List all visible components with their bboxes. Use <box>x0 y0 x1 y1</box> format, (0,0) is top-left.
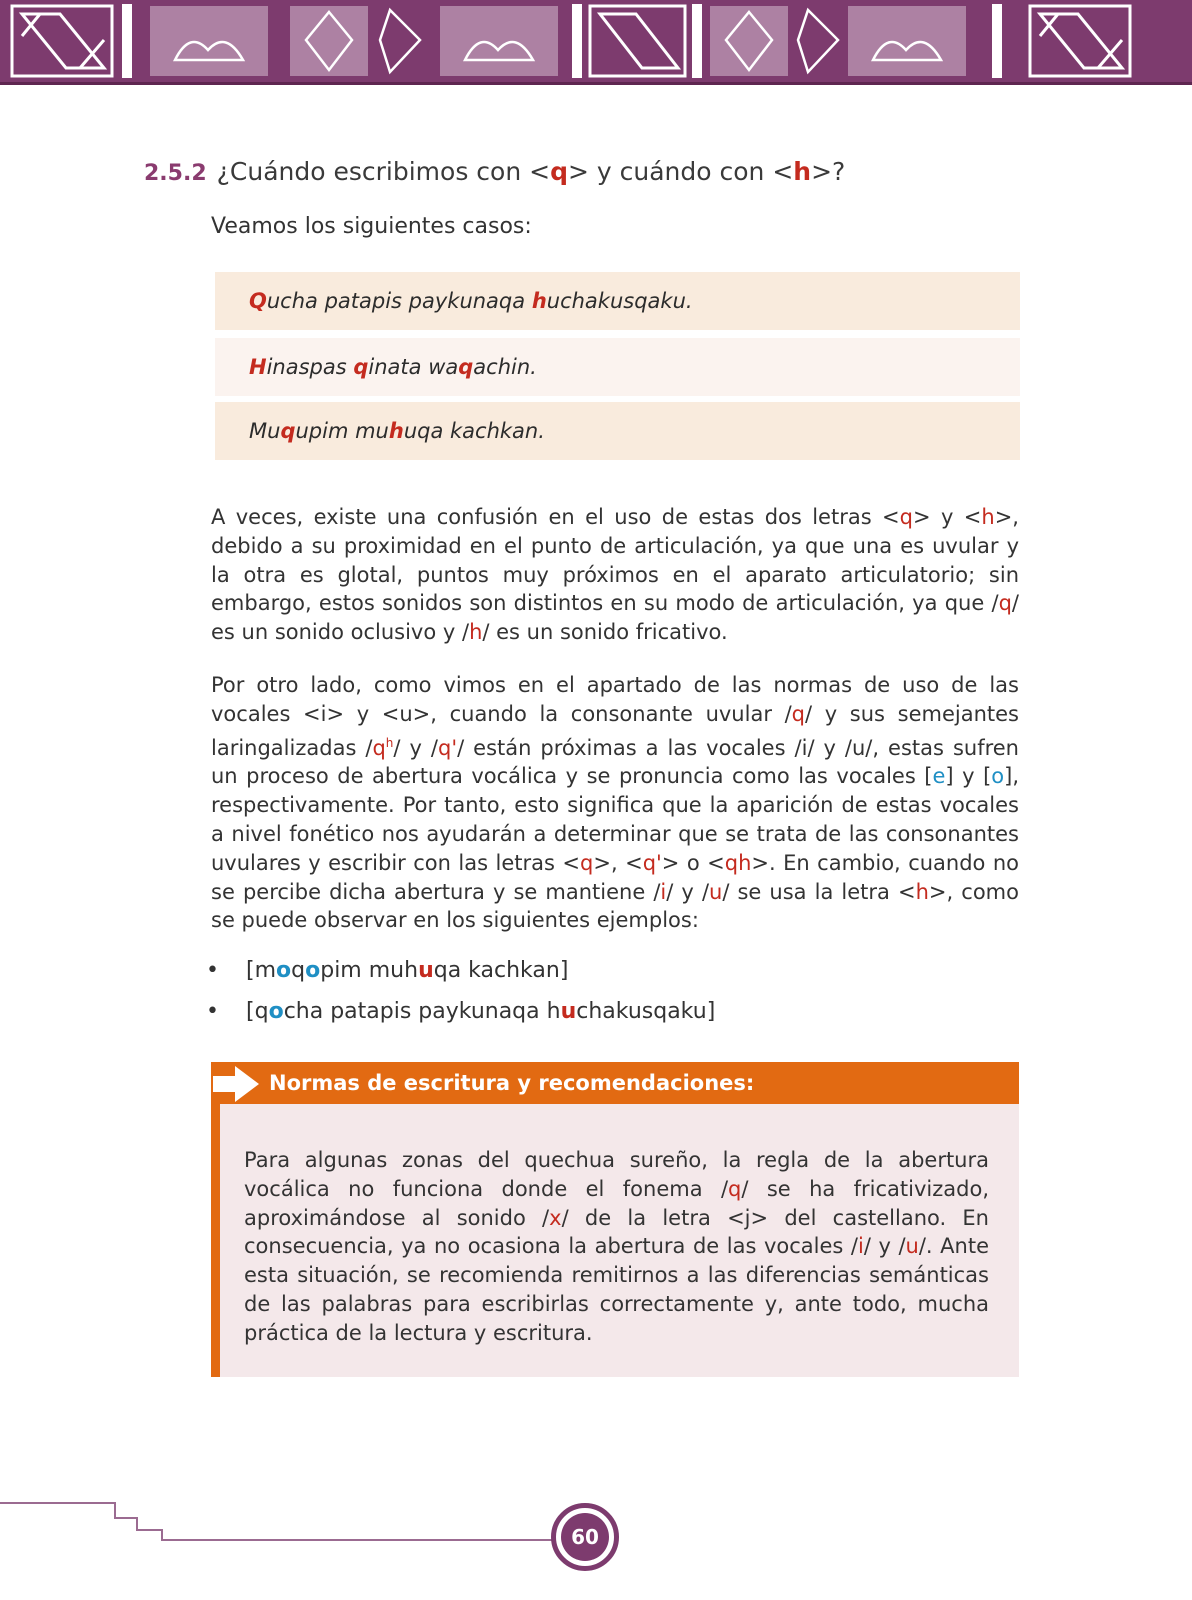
textile-pattern-icon <box>0 0 1192 82</box>
example-sentence: Qucha patapis paykunaqa huchakusqaku. <box>215 272 1020 330</box>
bullet-icon: • <box>206 958 219 983</box>
page-number: 60 <box>561 1513 609 1561</box>
heading-letter-q: q <box>550 157 568 186</box>
intro-text: Veamos los siguientes casos: <box>211 214 532 239</box>
box-title: Normas de escritura y recomendaciones: <box>269 1071 755 1095</box>
bullet-icon: • <box>206 999 219 1024</box>
example-sentence: Muqupim muhuqa kachkan. <box>215 402 1020 460</box>
box-body: Para algunas zonas del quechua sureño, la regla de la abertura vocálica no funciona donde el fonema /q/ se ha fricativizado, aproximándose al sonido /x/ de la letra <j> del castellano. En consecuencia, ya no ocasiona la abertura de las vocales /i/ y /u/. Ante esta situación, se recomienda remitirnos a las diferencias semánticas de las palabras para escribirlas correctamente y, ante todo, mucha práctica de la lectura y escritura. <box>244 1148 989 1345</box>
box-side-bar <box>211 1062 220 1377</box>
box-header <box>211 1062 1019 1104</box>
paragraph-confusion: A veces, existe una confusión en el uso de estas dos letras <q> y <h>, debido a su proximidad en el punto de articulación, ya que una es uvular y la otra es glotal, puntos muy próximos en el aparato articulatorio; sin embargo, estos sonidos son distintos en su modo de articulación, ya que /q/ es un sonido oclusivo y /h/ es un sonido fricativo. <box>211 505 1019 645</box>
recommendations-box <box>211 1062 1019 1377</box>
heading-text: ¿Cuándo escribimos con < <box>216 157 551 186</box>
heading-text: > y cuándo con < <box>567 157 794 186</box>
arrow-right-icon <box>211 1064 263 1104</box>
heading-letter-h: h <box>793 157 812 186</box>
section-heading <box>144 157 845 186</box>
page-number-badge <box>551 1503 619 1571</box>
section-number: 2.5.2 <box>144 161 207 186</box>
paragraph-vowel-opening: Por otro lado, como vimos en el apartado de las normas de uso de las vocales <i> y <u>, cuando la consonante uvular /q/ y sus semejantes laringalizadas $/q^h/$ y /q'/ están próximas a las vocales /i/ y /u/, estas sufren un proceso de abertura vocálica y se pronuncia como las vocales [e] y [o], respectivamente. Por tanto, esto significa que la aparición de estas vocales a nivel fonético nos ayudarán a determinar que se trata de las consonantes uvulares y escribir con las letras <q>, <q'> o <qh>. En cambio, cuando no se percibe dicha abertura y se mantiene /i/ y /u/ se usa la letra <h>, como se puede observar en los siguientes ejemplos: <box>211 673 1020 933</box>
decorative-banner <box>0 0 1192 85</box>
heading-text: >? <box>811 157 846 186</box>
example-sentence: Hinaspas qinata waqachin. <box>215 338 1020 396</box>
